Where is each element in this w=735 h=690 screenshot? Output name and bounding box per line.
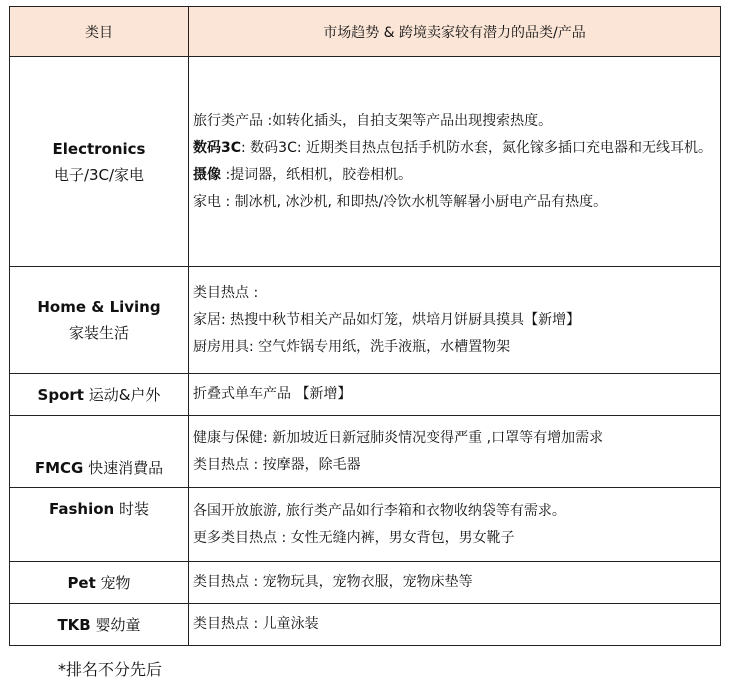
category-cell bbox=[10, 604, 189, 646]
detail-line: 更多类目热点 : 女性无缝内裤，男女背包，男女靴子 bbox=[193, 529, 515, 546]
table-row bbox=[10, 562, 721, 604]
detail-line: 类目热点 : 儿童泳装 bbox=[193, 616, 319, 632]
table-row bbox=[10, 416, 721, 488]
footnote: *排名不分先后 bbox=[58, 660, 163, 679]
table-row bbox=[10, 57, 721, 267]
table-row bbox=[10, 267, 721, 374]
category-en: Electronics bbox=[52, 139, 146, 158]
category-en: Fashion bbox=[48, 500, 115, 518]
detail-cell bbox=[189, 57, 721, 267]
detail-cell bbox=[189, 488, 721, 562]
category-zh: 宠物 bbox=[95, 573, 131, 592]
category-cell bbox=[10, 57, 189, 267]
category-en: Sport bbox=[37, 385, 84, 404]
detail-line: 数码3C: 数码3C: 近期类目热点包括手机防水套，氮化镓多插口充电器和无线耳机。 bbox=[193, 139, 713, 156]
category-zh: 家装生活 bbox=[68, 324, 129, 342]
table-row bbox=[10, 374, 721, 416]
detail-line: 类目热点 : bbox=[193, 284, 259, 301]
category-zh: 电子/3C/家电 bbox=[53, 165, 145, 184]
detail-cell bbox=[189, 374, 721, 416]
category-cell bbox=[10, 416, 189, 488]
detail-line: 类目热点 : 宠物玩具，宠物衣服，宠物床垫等 bbox=[193, 574, 473, 590]
category-zh: 快速消費品 bbox=[83, 459, 164, 477]
category-zh: 运动&户外 bbox=[83, 385, 161, 404]
detail-line: 旅行类产品 :如转化插头，自拍支架等产品出现搜索热度。 bbox=[193, 112, 553, 129]
detail-cell bbox=[189, 416, 721, 488]
detail-cell bbox=[189, 604, 721, 646]
category-en: FMCG bbox=[34, 459, 84, 477]
detail-cell bbox=[189, 562, 721, 604]
category-zh: 时装 bbox=[114, 500, 149, 518]
category-cell bbox=[10, 562, 189, 604]
category-en: Home & Living bbox=[37, 298, 161, 316]
category-cell bbox=[10, 488, 189, 562]
table-row bbox=[10, 604, 721, 646]
header-category: 类目 bbox=[10, 7, 189, 57]
header-row bbox=[10, 7, 721, 57]
table-row bbox=[10, 488, 721, 562]
detail-line: 家居: 热搜中秋节相关产品如灯笼，烘培月饼厨具摸具【新增】 bbox=[193, 311, 581, 328]
detail-line: 家电 : 制冰机, 冰沙机, 和即热/冷饮水机等解暑小厨电产品有热度。 bbox=[193, 193, 608, 210]
detail-line: 各国开放旅游, 旅行类产品如行李箱和衣物收纳袋等有需求。 bbox=[193, 502, 566, 519]
category-en: Pet bbox=[67, 573, 96, 592]
category-en: TKB bbox=[57, 615, 91, 634]
detail-line: 折叠式单车产品 【新增】 bbox=[193, 386, 352, 402]
detail-line: 健康与保健: 新加坡近日新冠肺炎情况变得严重 ,口罩等有增加需求 bbox=[193, 429, 604, 446]
category-zh: 婴幼童 bbox=[90, 615, 141, 634]
detail-line: 摄像 :提词器，纸相机，胶卷相机。 bbox=[193, 166, 413, 183]
detail-line: 类目热点 : 按摩器，除毛器 bbox=[193, 456, 361, 473]
category-table bbox=[9, 6, 721, 646]
category-cell bbox=[10, 267, 189, 374]
detail-cell bbox=[189, 267, 721, 374]
header-trends: 市场趋势 & 跨境卖家较有潜力的品类/产品 bbox=[189, 7, 721, 57]
detail-line: 厨房用具: 空气炸锅专用纸，洗手液瓶，水槽置物架 bbox=[193, 338, 511, 355]
category-cell bbox=[10, 374, 189, 416]
